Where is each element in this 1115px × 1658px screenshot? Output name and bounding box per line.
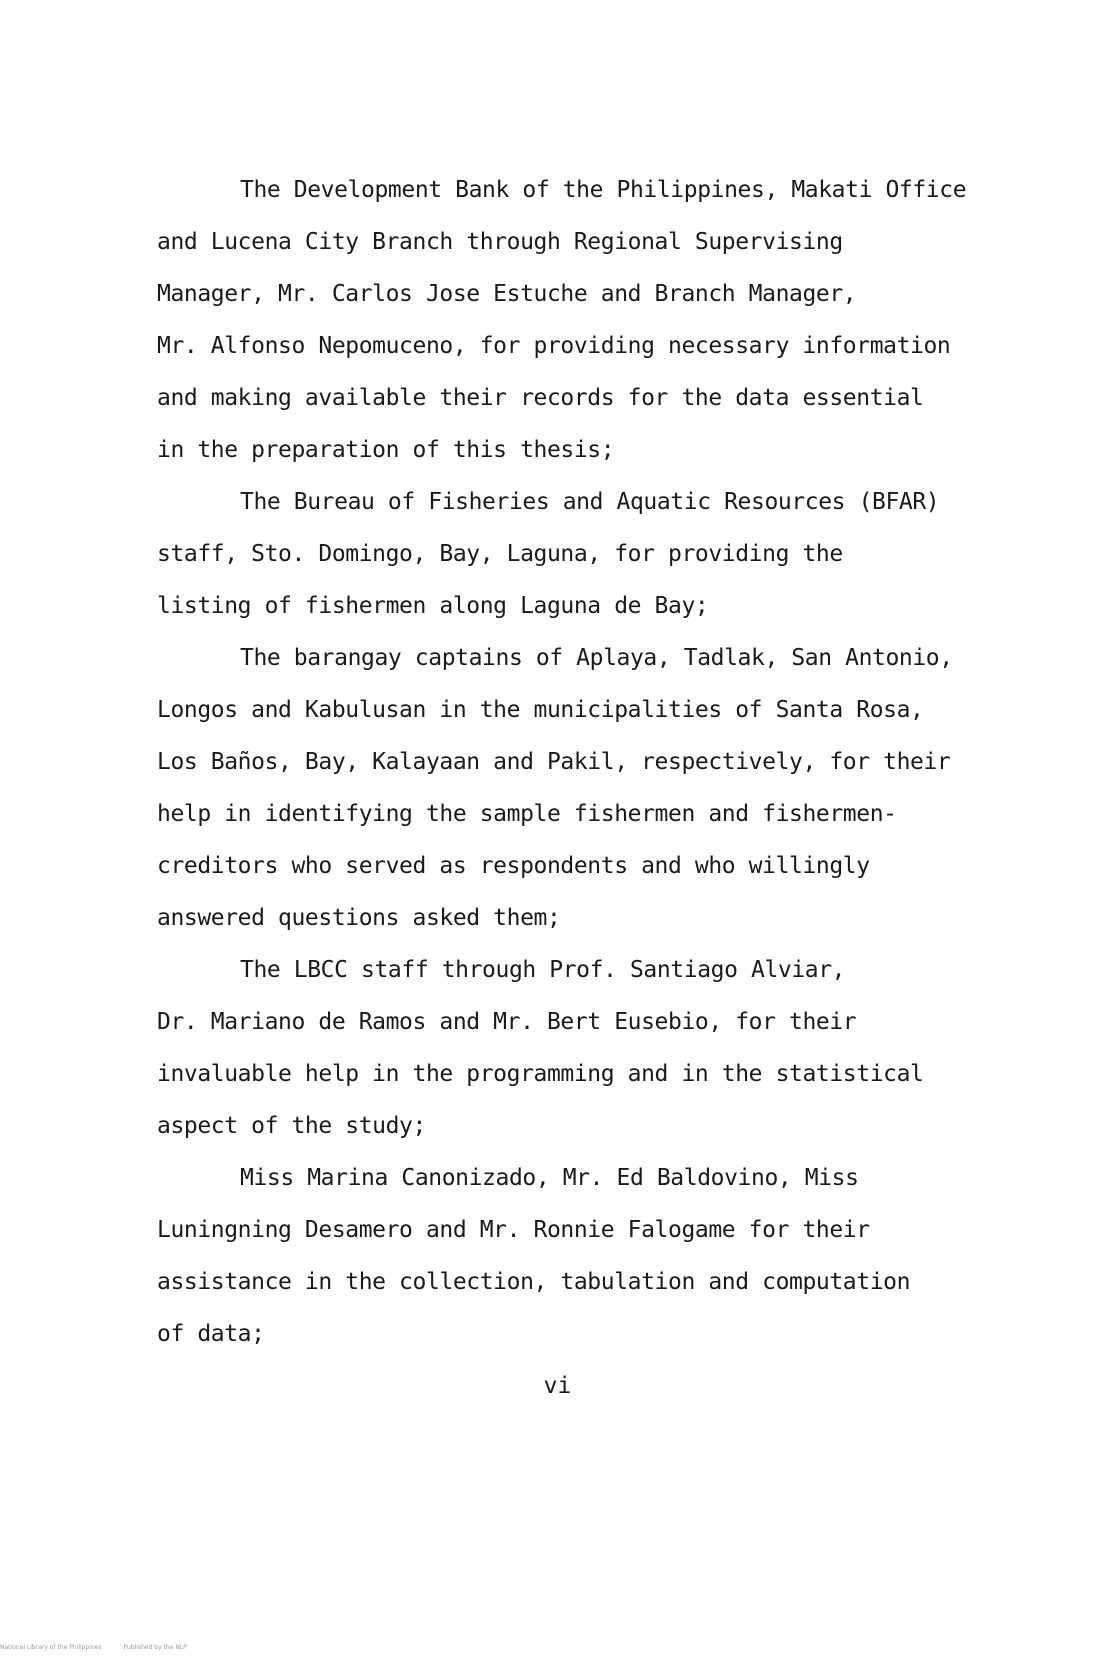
paragraph-2-line-3: listing of fishermen along Laguna de Bay; (157, 593, 709, 619)
footer (0, 1644, 187, 1652)
page-number: vi (543, 1373, 572, 1399)
paragraph-1-line-5: and making available their records for the data essential (157, 385, 924, 411)
paragraph-3-line-5: creditors who served as respondents and who willingly (157, 853, 870, 879)
paragraph-3-line-3: Los Baños, Bay, Kalayaan and Pakil, respectively, for their (157, 749, 951, 775)
footer-right-text: Published by the NLP (123, 1644, 187, 1651)
paragraph-3-line-1: The barangay captains of Aplaya, Tadlak, San Antonio, (240, 645, 953, 671)
paragraph-5-line-1: Miss Marina Canonizado, Mr. Ed Baldovino, Miss (240, 1165, 859, 1191)
paragraph-4-line-4: aspect of the study; (157, 1113, 426, 1139)
paragraph-5-line-2: Luningning Desamero and Mr. Ronnie Falogame for their (157, 1217, 870, 1243)
paragraph-3-line-6: answered questions asked them; (157, 905, 561, 931)
paragraph-2-line-2: staff, Sto. Domingo, Bay, Laguna, for providing the (157, 541, 843, 567)
paragraph-4-line-1: The LBCC staff through Prof. Santiago Alviar, (240, 957, 846, 983)
footer-left-text: National Library of the Philippines (0, 1644, 102, 1651)
paragraph-1-line-1: The Development Bank of the Philippines, Makati Office (240, 177, 967, 203)
paragraph-1-line-6: in the preparation of this thesis; (157, 437, 615, 463)
paragraph-1-line-2: and Lucena City Branch through Regional Supervising (157, 229, 843, 255)
paragraph-2-line-1: The Bureau of Fisheries and Aquatic Resources (BFAR) (240, 489, 940, 515)
paragraph-5-line-4: of data; (157, 1321, 265, 1347)
paragraph-3-line-2: Longos and Kabulusan in the municipalities of Santa Rosa, (157, 697, 924, 723)
paragraph-1-line-3: Manager, Mr. Carlos Jose Estuche and Branch Manager, (157, 281, 857, 307)
paragraph-4-line-2: Dr. Mariano de Ramos and Mr. Bert Eusebio, for their (157, 1009, 857, 1035)
paragraph-4-line-3: invaluable help in the programming and in the statistical (157, 1061, 924, 1087)
paragraph-5-line-3: assistance in the collection, tabulation and computation (157, 1269, 911, 1295)
paragraph-1-line-4: Mr. Alfonso Nepomuceno, for providing necessary information (157, 333, 951, 359)
paragraph-3-line-4: help in identifying the sample fishermen and fishermen- (157, 801, 897, 827)
